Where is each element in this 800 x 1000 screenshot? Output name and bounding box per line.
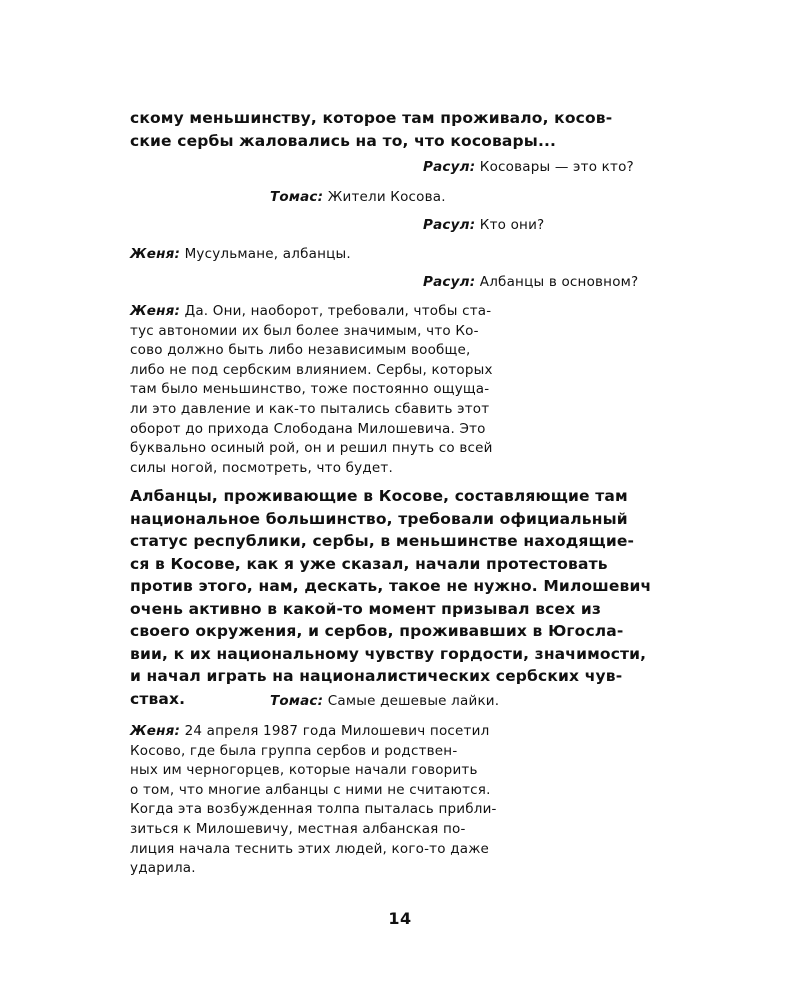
paragraph-line: очень активно в какой-то момент призывал всех из <box>130 599 602 618</box>
paragraph-line: своего окружения, и сербов, проживавших в Югосла- <box>130 622 624 640</box>
paragraph-line: национальное большинство, требовали официальный <box>130 509 628 528</box>
reply-text: Косовары — это кто? <box>475 159 634 175</box>
block-line: оборот до прихода Слободана Милошевича. Это <box>130 420 486 437</box>
block-line: тус автономии их был более значимым, что Ко- <box>130 322 479 339</box>
dialogue-reply-tomas <box>270 188 446 208</box>
paragraph-line: ские сербы жаловались на то, что косовары... <box>130 131 557 150</box>
reply-text: Албанцы в основном? <box>475 274 639 290</box>
block-line: силы ногой, посмотреть, что будет. <box>130 459 393 476</box>
dialogue-reply-rasul <box>423 158 634 178</box>
block-line: ли это давление и как-то пытались сбавить этот <box>130 400 490 417</box>
page-number: 14 <box>388 909 412 928</box>
block-first-line <box>130 722 497 742</box>
paragraph-line: Албанцы, проживающие в Косове, составляющие там <box>130 487 628 505</box>
dialogue-reply-zhenya <box>130 245 351 265</box>
paragraph-line: ся в Косове, как я уже сказал, начали протестовать <box>130 554 608 573</box>
block-line: зиться к Милошевичу, местная албанская по- <box>130 820 466 837</box>
paragraph-line: и начал играть на националистических сербских чув- <box>130 667 623 685</box>
block-line: о том, что многие албанцы с ними не считаются. <box>130 781 491 798</box>
block-line: Когда эта возбужденная толпа пыталась прибли- <box>130 801 497 818</box>
block-line: ных им черногорцев, которые начали говорить <box>130 762 478 779</box>
paragraph-line: статус республики, сербы, в меньшинстве находящие- <box>130 532 635 550</box>
dialogue-reply-tomas <box>270 692 499 712</box>
opening-paragraph <box>130 107 612 152</box>
paragraph-line: против этого, нам, дескать, такое не нужно. Милошевич <box>130 577 652 595</box>
speaker-name: Расул: <box>423 274 476 290</box>
speaker-name: Расул: <box>423 159 476 175</box>
block-line: там было меньшинство, тоже постоянно ощуща- <box>130 381 490 398</box>
dialogue-block-zhenya <box>130 302 493 478</box>
dialogue-reply-rasul <box>423 216 544 236</box>
main-paragraph <box>130 485 651 710</box>
paragraph-line: вии, к их национальному чувству гордости, значимости, <box>130 644 647 663</box>
dialogue-reply-rasul <box>423 273 638 293</box>
block-line: Косово, где была группа сербов и родствен- <box>130 742 458 759</box>
speaker-name: Женя: <box>130 303 181 319</box>
block-line: буквально осиный рой, он и решил пнуть со всей <box>130 440 493 457</box>
paragraph-line: скому меньшинству, которое там проживало, косов- <box>130 109 613 127</box>
reply-text: Кто они? <box>475 217 545 233</box>
speaker-name: Женя: <box>130 723 181 739</box>
reply-text: Да. Они, наоборот, требовали, чтобы ста- <box>180 303 492 319</box>
block-line: ударила. <box>130 860 196 877</box>
block-line: либо не под сербским влиянием. Сербы, которых <box>130 361 493 378</box>
reply-text: Мусульмане, албанцы. <box>180 246 351 262</box>
reply-text: 24 апреля 1987 года Милошевич посетил <box>180 723 490 739</box>
speaker-name: Женя: <box>130 246 181 262</box>
speaker-name: Томас: <box>270 189 324 205</box>
speaker-name: Томас: <box>270 693 324 709</box>
reply-text: Жители Косова. <box>323 189 446 205</box>
block-line: сово должно быть либо независимым вообще, <box>130 342 471 359</box>
block-line: лиция начала теснить этих людей, кого-то даже <box>130 840 490 857</box>
speaker-name: Расул: <box>423 217 476 233</box>
reply-text: Самые дешевые лайки. <box>323 693 500 709</box>
block-first-line <box>130 302 493 322</box>
dialogue-block-zhenya <box>130 722 497 879</box>
paragraph-line: ствах. <box>130 689 186 708</box>
